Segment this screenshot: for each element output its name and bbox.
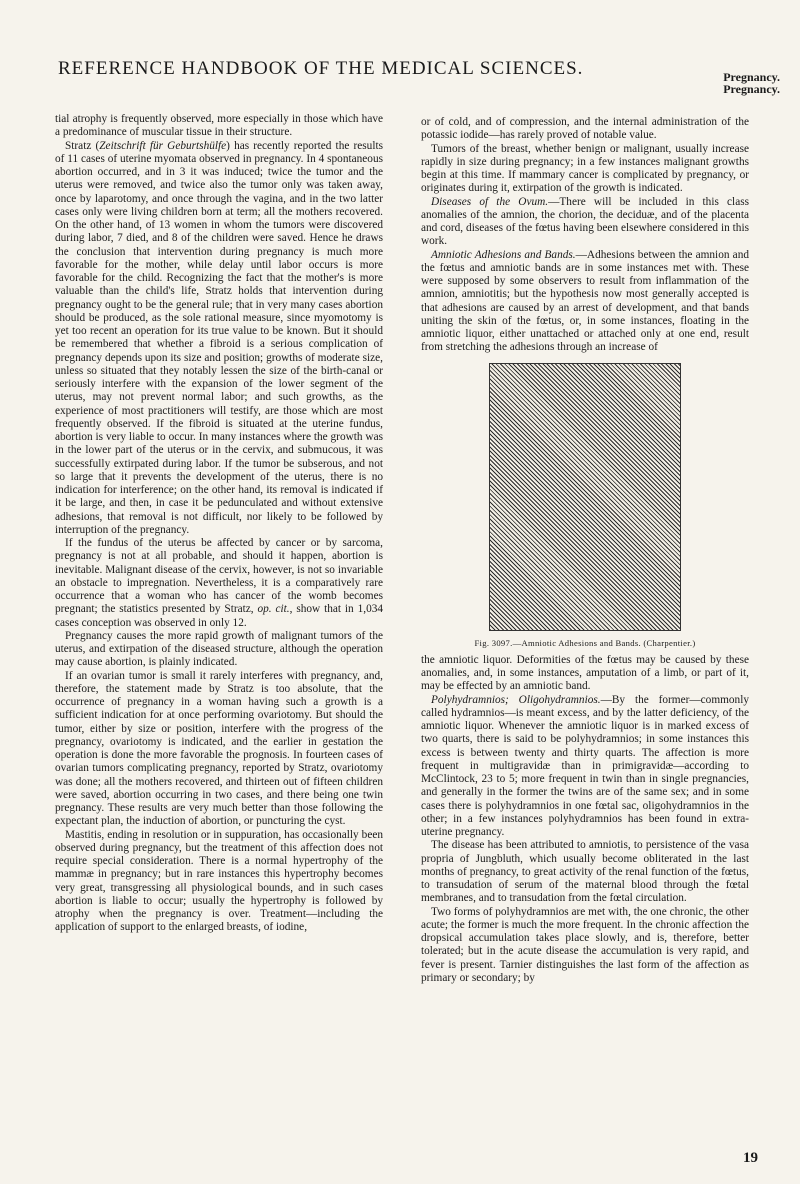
paragraph <box>55 140 383 538</box>
author-text: Stratz ( <box>65 139 100 152</box>
paragraph: or of cold, and of compression, and the internal administration of the potassic iodide—has rarely proved of notable value. <box>421 116 749 142</box>
paragraph: Two forms of polyhydramnios are met with, the one chronic, the other acute; the former is much the more frequent. In the chronic affection the dropsical accumulation takes place slowly, and is, therefore, better tolerated; but in the acute disease the accumulation is very rapid, and fever is present. Tarnier distinguishes the last form of the affection as primary or secondary; by <box>421 905 749 984</box>
running-title: REFERENCE HANDBOOK OF THE MEDICAL SCIENCES. <box>58 58 584 79</box>
paragraph-text: —Adhesions between the amnion and the fœtus and amniotic bands are in some instances met with. These were supposed by some observers to result from inflammation of the amnion, amniotitis; but the hypothesis now most generally accepted is that adhesions are caused by an arrest of development, and that bands uniting the skin of the fœtus, or, in some instances, floating in the amniotic liquor, either unattached or attached only at one end, result from stretching the adhesions through an increase of <box>421 248 749 354</box>
paragraph: Mastitis, ending in resolution or in suppuration, has occasionally been observed during pregnancy, but the treatment of this affection does not require special consideration. There is a normal hypertrophy of the mammæ in pregnancy; but in rare instances this hypertrophy becomes very great, transgressing all physiological bounds, and in such cases abortion is liable to occur; usually the hypertrophy is followed by atrophy when the pregnancy is over. Treatment—including the application of support to the enlarged breasts, of iodine, <box>55 828 383 934</box>
paragraph-text: ) has recently reported the results of 11 cases of uterine myomata observed in pregnancy. In 4 spontaneous abortion occurred, and in 3 it was induced; twice the tumor and the uterus were removed, and twice also the tumor only was taken away, once by laparotomy, and once through the vagina, and in the two latter cases only were living children born at term; all the mothers recovered. On the other hand, of 13 women in whom the tumors were discovered during labor, 7 died, and 8 of the children were saved. Hence he draws the conclusion that intervention during pregnancy is much more favorable for the mother, while delay until labor occurs is more favorable for the child. Recognizing the fact that the mother's is more valuable than the child's life, Stratz holds that intervention during pregnancy ought to be the general rule; that in very many cases abortion should be produced, as the sole rational measure, since myomotomy is yet too recent an operation for its true value to be known. But it should be remembered that whether a fibroid is a serious complication of pregnancy depends upon its size and position; growths of moderate size, unless so situated that they notably lessen the size of the birth-canal or seriously interfere with the expansion of the lower segment of the uterus, may not prevent normal labor; and such growths, as the experience of most practitioners will testify, are those which are most frequently observed. If the fibroid is situated at the uterine fundus, abortion is very liable to occur. In many instances where the growth was in the lower part of the uterus or in the cervix, and submucous, it was successfully extirpated during labor. If the tumor be subserous, and not so large that it prevents the development of the uterus, there is no indication for interference; on the other hand, its removal is indicated if it be large, and then, in case it be pedunculated and without extensive adhesions, that removal is not difficult, nor likely to be followed by interruption of the pregnancy. <box>55 139 383 536</box>
paragraph: If an ovarian tumor is small it rarely interferes with pregnancy, and, therefore, the statement made by Stratz is too absolute, that the occurrence of pregnancy in a woman having such a growth is a sufficient indication for at once performing ovariotomy. But should the tumor, either by size or position, interfere with the progress of the pregnancy, ovariotomy is indicated, and the earlier in gestation the operation is done the more favorable the prognosis. In fourteen cases of ovarian tumors complicating pregnancy, reported by Stratz, ovariotomy was done; all the mothers recovered, and thirteen out of fifteen children were saved, abortion occurring in two cases, and there being one twin pregnancy. These results are very much better than those following the expectant plan, the induction of abortion, or puncturing the cyst. <box>55 669 383 828</box>
paragraph: Tumors of the breast, whether benign or malignant, usually increase rapidly in size during pregnancy; in a few instances malignant growths begin at this time. If mammary cancer is complicated by pregnancy, or originates during it, extirpation of the growth is indicated. <box>421 142 749 195</box>
left-column <box>55 113 383 935</box>
section-heading: Amniotic Adhesions and Bands. <box>431 248 576 261</box>
paragraph <box>421 249 749 355</box>
journal-title: Zeitschrift für Geburtshülfe <box>99 139 227 152</box>
paragraph: the amniotic liquor. Deformities of the fœtus may be caused by these anomalies, and, in some instances, amputation of a limb, or part of it, may be effected by an amniotic band. <box>421 653 749 693</box>
page-number: 19 <box>743 1150 758 1166</box>
paragraph <box>421 196 749 249</box>
paragraph-text: If the fundus of the uterus be affected by cancer or by sarcoma, pregnancy is not at all probable, and should it happen, abortion is inevitable. Malignant disease of the cervix, however, is not so invariable an obstacle to impregnation. Nevertheless, it is a comparatively rare occurrence that a woman who has cancer of the womb becomes pregnant; the statistics presented by Stratz, <box>55 537 383 616</box>
paragraph <box>55 537 383 630</box>
paragraph: The disease has been attributed to amniotis, to persistence of the vasa propria of Jungbluth, which usually become obliterated in the last months of pregnancy, to great activity of the renal function of the fœtus, to transudation of serum of the maternal blood through the fœtal membranes, and to transudation from the fœtal circulation. <box>421 839 749 905</box>
paragraph: tial atrophy is frequently observed, more especially in those which have a predominance of muscular tissue in their structure. <box>55 113 383 139</box>
paragraph-text: —By the former—commonly called hydramnios—is meant excess, and by the latter deficiency, of the amniotic liquor. Whenever the amniotic liquor is in marked excess of two quarts, there is said to be polyhydramnios; in some instances this excess is between twenty and thirty quarts. The affection is more frequent in multigravidæ than in primigravidæ—according to McClintock, 23 to 5; more frequent in twin than in single pregnancies, and generally in the former the twins are of the same sex; and in some cases there is polyhydramnios in one fœtal sac, oligohydramnios in the other; in a few instances polyhydramnios has been found in extra-uterine pregnancy. <box>421 693 749 838</box>
citation: op. cit. <box>257 603 290 616</box>
figure-illustration <box>489 363 681 631</box>
section-label: Pregnancy. <box>723 70 780 84</box>
figure <box>421 363 749 650</box>
paragraph: Pregnancy causes the more rapid growth of malignant tumors of the uterus, and extirpation of the diseased structure, although the operation may cause abortion, is plainly indicated. <box>55 629 383 669</box>
figure-caption: Fig. 3097.—Amniotic Adhesions and Bands. (Charpentier.) <box>474 637 696 648</box>
section-label-bold: Pregnancy. <box>723 82 780 96</box>
right-column <box>421 116 749 985</box>
paragraph-text: —There will be included in this class anomalies of the amnion, the chorion, the deciduæ, and of the placenta and cord, diseases of the fœtus having been elsewhere considered in this work. <box>421 195 749 248</box>
page-header <box>0 0 800 104</box>
section-heading: Diseases of the Ovum. <box>431 195 549 208</box>
section-heading: Polyhydramnios; Oligohydramnios. <box>431 693 601 706</box>
paragraph <box>421 694 749 840</box>
paragraph-text: , show that in 1,034 cases conception was observed in only 12. <box>55 603 384 629</box>
